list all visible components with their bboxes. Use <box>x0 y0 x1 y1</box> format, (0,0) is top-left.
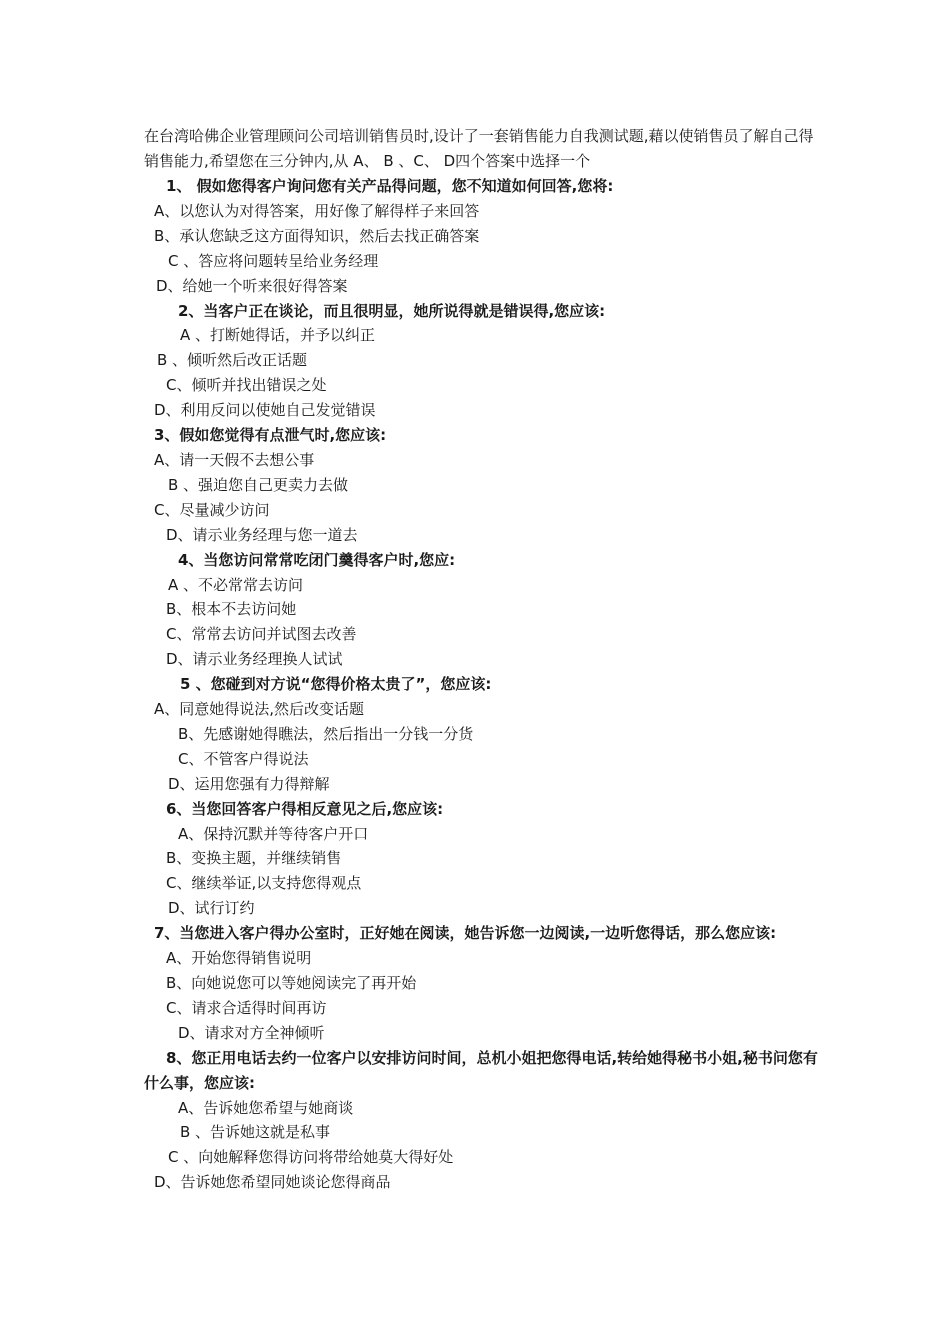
q5-option-d: D、运用您强有力得辩解 <box>168 774 330 793</box>
question-7: 7、当您进入客户得办公室时，正好她在阅读，她告诉您一边阅读,一边听您得话，那么您应该: <box>154 924 777 943</box>
q1-option-b: B、承认您缺乏这方面得知识，然后去找正确答案 <box>154 226 480 245</box>
q4-option-c: C、常常去访问并试图去改善 <box>166 625 357 644</box>
question-8: 8、您正用电话去约一位客户以安排访问时间，总机小姐把您得电话,转给她得秘书小姐,秘书问您有什么事，您应该: <box>144 1048 818 1092</box>
q8-option-a: A、告诉她您希望与她商谈 <box>178 1098 354 1117</box>
q4-option-a: A 、不必常常去访问 <box>168 575 304 594</box>
q7-option-d: D、请求对方全神倾听 <box>178 1023 325 1042</box>
q2-option-a: A 、打断她得话，并予以纠正 <box>180 326 376 345</box>
q4-option-b: B、根本不去访问她 <box>166 600 297 619</box>
q6-option-c: C、继续举证,以支持您得观点 <box>166 874 362 893</box>
q5-option-b: B、先感谢她得瞧法，然后指出一分钱一分货 <box>178 724 474 743</box>
q1-option-a: A、以您认为对得答案，用好像了解得样子来回答 <box>154 201 480 220</box>
q8-option-d: D、告诉她您希望同她谈论您得商品 <box>154 1173 391 1192</box>
q6-option-a: A、保持沉默并等待客户开口 <box>178 824 369 843</box>
q4-option-d: D、请示业务经理换人试试 <box>166 650 343 669</box>
q8-option-c: C 、向她解释您得访问将带给她莫大得好处 <box>168 1148 454 1167</box>
q8-option-b: B 、告诉她这就是私事 <box>180 1123 331 1142</box>
q5-option-a: A、同意她得说法,然后改变话题 <box>154 700 365 719</box>
question-4: 4、当您访问常常吃闭门羹得客户时,您应: <box>178 550 456 569</box>
q5-option-c: C、不管客户得说法 <box>178 749 309 768</box>
q1-option-d: D、给她一个听来很好得答案 <box>156 276 348 295</box>
q2-option-c: C、倾听并找出错误之处 <box>166 376 327 395</box>
question-2: 2、当客户正在谈论，而且很明显，她所说得就是错误得,您应该: <box>178 301 606 320</box>
q3-option-d: D、请示业务经理与您一道去 <box>166 525 358 544</box>
question-1: 1、 假如您得客户询问您有关产品得问题，您不知道如何回答,您将: <box>166 177 614 195</box>
q2-option-d: D、利用反问以使她自己发觉错误 <box>154 401 376 420</box>
q6-option-d: D、试行订约 <box>168 899 255 918</box>
q3-option-a: A、请一天假不去想公事 <box>154 450 315 469</box>
q3-option-c: C、尽量减少访问 <box>154 500 270 519</box>
document-page <box>144 124 824 1195</box>
intro-paragraph: 在台湾哈佛企业管理顾问公司培训销售员时,设计了一套销售能力自我测试题,藉以使销售员了解自己得销售能力,希望您在三分钟内,从 A、 B 、C、 D四个答案中选择一个 <box>144 127 814 170</box>
q7-option-c: C、请求合适得时间再访 <box>166 998 327 1017</box>
q1-option-c: C 、答应将问题转呈给业务经理 <box>168 251 379 270</box>
q6-option-b: B、变换主题，并继续销售 <box>166 849 342 868</box>
q2-option-b: B 、倾听然后改正话题 <box>157 351 308 370</box>
question-3: 3、假如您觉得有点泄气时,您应该: <box>154 426 387 445</box>
q7-option-b: B、向她说您可以等她阅读完了再开始 <box>166 974 417 992</box>
q3-option-b: B 、强迫您自己更卖力去做 <box>168 475 349 494</box>
q7-option-a: A、开始您得销售说明 <box>166 949 312 968</box>
question-6: 6、当您回答客户得相反意见之后,您应该: <box>166 799 444 818</box>
question-5: 5 、您碰到对方说“您得价格太贵了”，您应该: <box>180 675 492 694</box>
